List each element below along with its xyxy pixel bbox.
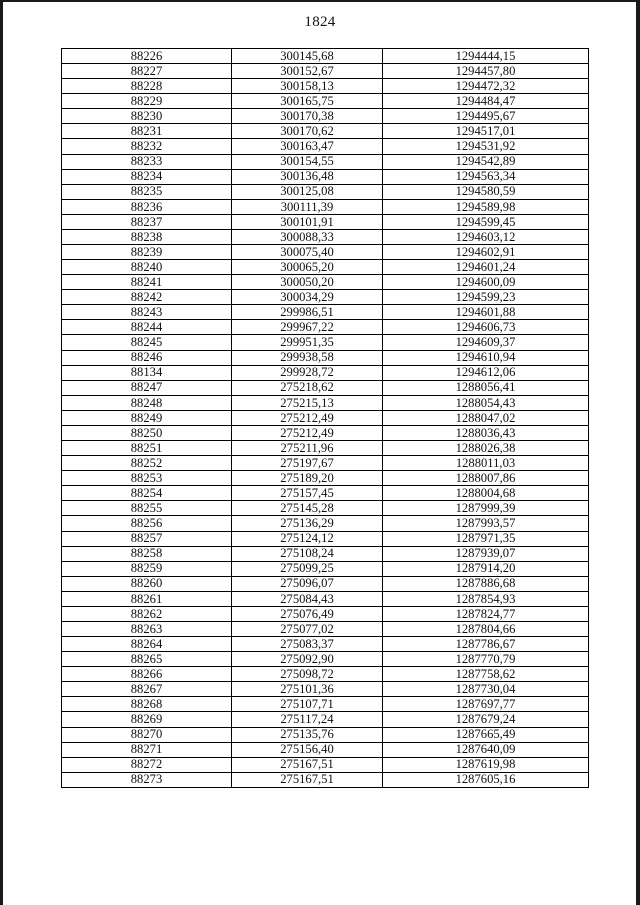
x-coordinate-cell: 275156,40 [232,742,383,757]
y-coordinate-cell: 1294602,91 [383,245,589,260]
y-coordinate-cell: 1294542,89 [383,154,589,169]
table-row [62,169,589,184]
scan-edge-top [0,0,640,2]
x-coordinate-cell: 275096,07 [232,576,383,591]
table-row [62,757,589,772]
x-coordinate-cell: 300111,39 [232,199,383,214]
x-coordinate-cell: 275108,24 [232,546,383,561]
coordinates-table [61,48,589,788]
point-number-cell: 88232 [62,139,232,154]
y-coordinate-cell: 1294606,73 [383,320,589,335]
point-number-cell: 88250 [62,425,232,440]
y-coordinate-cell: 1294531,92 [383,139,589,154]
point-number-cell: 88227 [62,64,232,79]
table-row [62,79,589,94]
x-coordinate-cell: 275124,12 [232,531,383,546]
y-coordinate-cell: 1294599,45 [383,214,589,229]
y-coordinate-cell: 1294580,59 [383,184,589,199]
y-coordinate-cell: 1294599,23 [383,290,589,305]
y-coordinate-cell: 1294457,80 [383,64,589,79]
point-number-cell: 88255 [62,501,232,516]
table-row [62,591,589,606]
point-number-cell: 88272 [62,757,232,772]
x-coordinate-cell: 275099,25 [232,561,383,576]
table-row [62,154,589,169]
point-number-cell: 88258 [62,546,232,561]
table-row [62,245,589,260]
point-number-cell: 88229 [62,94,232,109]
x-coordinate-cell: 275167,51 [232,757,383,772]
table-row [62,682,589,697]
table-row [62,712,589,727]
y-coordinate-cell: 1294612,06 [383,365,589,380]
scan-edge-left [0,0,3,905]
point-number-cell: 88273 [62,772,232,787]
x-coordinate-cell: 300170,62 [232,124,383,139]
table-row [62,49,589,64]
point-number-cell: 88228 [62,79,232,94]
y-coordinate-cell: 1287824,77 [383,606,589,621]
x-coordinate-cell: 300065,20 [232,260,383,275]
point-number-cell: 88263 [62,621,232,636]
x-coordinate-cell: 275098,72 [232,667,383,682]
x-coordinate-cell: 300136,48 [232,169,383,184]
point-number-cell: 88233 [62,154,232,169]
y-coordinate-cell: 1294610,94 [383,350,589,365]
x-coordinate-cell: 300034,29 [232,290,383,305]
table-row [62,335,589,350]
table-row [62,380,589,395]
y-coordinate-cell: 1288011,03 [383,456,589,471]
x-coordinate-cell: 275157,45 [232,486,383,501]
y-coordinate-cell: 1294517,01 [383,124,589,139]
point-number-cell: 88264 [62,637,232,652]
x-coordinate-cell: 275084,43 [232,591,383,606]
table-row [62,320,589,335]
x-coordinate-cell: 275101,36 [232,682,383,697]
point-number-cell: 88237 [62,214,232,229]
point-number-cell: 88260 [62,576,232,591]
x-coordinate-cell: 275077,02 [232,621,383,636]
y-coordinate-cell: 1294484,47 [383,94,589,109]
y-coordinate-cell: 1294603,12 [383,229,589,244]
y-coordinate-cell: 1287697,77 [383,697,589,712]
y-coordinate-cell: 1287640,09 [383,742,589,757]
y-coordinate-cell: 1287939,07 [383,546,589,561]
x-coordinate-cell: 300125,08 [232,184,383,199]
table-row [62,395,589,410]
x-coordinate-cell: 275197,67 [232,456,383,471]
point-number-cell: 88252 [62,456,232,471]
point-number-cell: 88247 [62,380,232,395]
point-number-cell: 88259 [62,561,232,576]
y-coordinate-cell: 1287999,39 [383,501,589,516]
point-number-cell: 88240 [62,260,232,275]
x-coordinate-cell: 299928,72 [232,365,383,380]
point-number-cell: 88242 [62,290,232,305]
y-coordinate-cell: 1287758,62 [383,667,589,682]
x-coordinate-cell: 275167,51 [232,772,383,787]
table-row [62,199,589,214]
x-coordinate-cell: 300050,20 [232,275,383,290]
x-coordinate-cell: 300158,13 [232,79,383,94]
y-coordinate-cell: 1288036,43 [383,425,589,440]
x-coordinate-cell: 275145,28 [232,501,383,516]
table-row [62,742,589,757]
table-row [62,652,589,667]
point-number-cell: 88256 [62,516,232,531]
point-number-cell: 88230 [62,109,232,124]
table-row [62,546,589,561]
y-coordinate-cell: 1294589,98 [383,199,589,214]
table-row [62,516,589,531]
y-coordinate-cell: 1287730,04 [383,682,589,697]
x-coordinate-cell: 299986,51 [232,305,383,320]
y-coordinate-cell: 1287854,93 [383,591,589,606]
point-number-cell: 88261 [62,591,232,606]
table-row [62,561,589,576]
point-number-cell: 88271 [62,742,232,757]
x-coordinate-cell: 275136,29 [232,516,383,531]
coordinates-table-body [62,49,589,788]
point-number-cell: 88238 [62,229,232,244]
x-coordinate-cell: 299951,35 [232,335,383,350]
table-row [62,260,589,275]
x-coordinate-cell: 300163,47 [232,139,383,154]
table-row [62,772,589,787]
point-number-cell: 88266 [62,667,232,682]
table-row [62,456,589,471]
point-number-cell: 88245 [62,335,232,350]
x-coordinate-cell: 299938,58 [232,350,383,365]
table-row [62,109,589,124]
table-row [62,727,589,742]
table-row [62,350,589,365]
y-coordinate-cell: 1294472,32 [383,79,589,94]
point-number-cell: 88243 [62,305,232,320]
point-number-cell: 88231 [62,124,232,139]
table-row [62,410,589,425]
table-row [62,531,589,546]
y-coordinate-cell: 1294600,09 [383,275,589,290]
x-coordinate-cell: 275212,49 [232,425,383,440]
point-number-cell: 88249 [62,410,232,425]
table-row [62,64,589,79]
y-coordinate-cell: 1287770,79 [383,652,589,667]
table-row [62,275,589,290]
x-coordinate-cell: 275215,13 [232,395,383,410]
table-row [62,697,589,712]
point-number-cell: 88269 [62,712,232,727]
point-number-cell: 88234 [62,169,232,184]
table-row [62,621,589,636]
x-coordinate-cell: 300154,55 [232,154,383,169]
y-coordinate-cell: 1288054,43 [383,395,589,410]
x-coordinate-cell: 275212,49 [232,410,383,425]
point-number-cell: 88257 [62,531,232,546]
y-coordinate-cell: 1287886,68 [383,576,589,591]
point-number-cell: 88134 [62,365,232,380]
point-number-cell: 88239 [62,245,232,260]
point-number-cell: 88241 [62,275,232,290]
table-row [62,94,589,109]
y-coordinate-cell: 1287804,66 [383,621,589,636]
point-number-cell: 88262 [62,606,232,621]
x-coordinate-cell: 300170,38 [232,109,383,124]
x-coordinate-cell: 275135,76 [232,727,383,742]
y-coordinate-cell: 1287665,49 [383,727,589,742]
table-row [62,305,589,320]
y-coordinate-cell: 1288007,86 [383,471,589,486]
y-coordinate-cell: 1287786,67 [383,637,589,652]
table-row [62,184,589,199]
point-number-cell: 88251 [62,441,232,456]
table-row [62,124,589,139]
x-coordinate-cell: 300101,91 [232,214,383,229]
y-coordinate-cell: 1287993,57 [383,516,589,531]
x-coordinate-cell: 275092,90 [232,652,383,667]
scan-edge-right [636,0,640,905]
y-coordinate-cell: 1287679,24 [383,712,589,727]
x-coordinate-cell: 300088,33 [232,229,383,244]
table-row [62,606,589,621]
table-row [62,486,589,501]
x-coordinate-cell: 300145,68 [232,49,383,64]
point-number-cell: 88235 [62,184,232,199]
point-number-cell: 88253 [62,471,232,486]
table-row [62,229,589,244]
x-coordinate-cell: 275189,20 [232,471,383,486]
y-coordinate-cell: 1294601,24 [383,260,589,275]
table-row [62,441,589,456]
y-coordinate-cell: 1287605,16 [383,772,589,787]
x-coordinate-cell: 300165,75 [232,94,383,109]
y-coordinate-cell: 1294495,67 [383,109,589,124]
point-number-cell: 88236 [62,199,232,214]
y-coordinate-cell: 1288056,41 [383,380,589,395]
point-number-cell: 88267 [62,682,232,697]
x-coordinate-cell: 300152,67 [232,64,383,79]
x-coordinate-cell: 275083,37 [232,637,383,652]
y-coordinate-cell: 1288047,02 [383,410,589,425]
table-row [62,425,589,440]
y-coordinate-cell: 1287914,20 [383,561,589,576]
point-number-cell: 88265 [62,652,232,667]
table-row [62,290,589,305]
x-coordinate-cell: 275218,62 [232,380,383,395]
table-row [62,139,589,154]
y-coordinate-cell: 1288004,68 [383,486,589,501]
table-row [62,501,589,516]
y-coordinate-cell: 1294601,88 [383,305,589,320]
x-coordinate-cell: 275117,24 [232,712,383,727]
y-coordinate-cell: 1294609,37 [383,335,589,350]
point-number-cell: 88226 [62,49,232,64]
x-coordinate-cell: 275076,49 [232,606,383,621]
page-number: 1824 [304,14,336,30]
y-coordinate-cell: 1294563,34 [383,169,589,184]
y-coordinate-cell: 1294444,15 [383,49,589,64]
x-coordinate-cell: 275107,71 [232,697,383,712]
x-coordinate-cell: 275211,96 [232,441,383,456]
y-coordinate-cell: 1288026,38 [383,441,589,456]
table-row [62,365,589,380]
table-row [62,214,589,229]
table-row [62,667,589,682]
point-number-cell: 88254 [62,486,232,501]
point-number-cell: 88268 [62,697,232,712]
point-number-cell: 88248 [62,395,232,410]
point-number-cell: 88246 [62,350,232,365]
table-row [62,576,589,591]
y-coordinate-cell: 1287619,98 [383,757,589,772]
y-coordinate-cell: 1287971,35 [383,531,589,546]
point-number-cell: 88244 [62,320,232,335]
x-coordinate-cell: 299967,22 [232,320,383,335]
x-coordinate-cell: 300075,40 [232,245,383,260]
point-number-cell: 88270 [62,727,232,742]
table-row [62,471,589,486]
table-row [62,637,589,652]
